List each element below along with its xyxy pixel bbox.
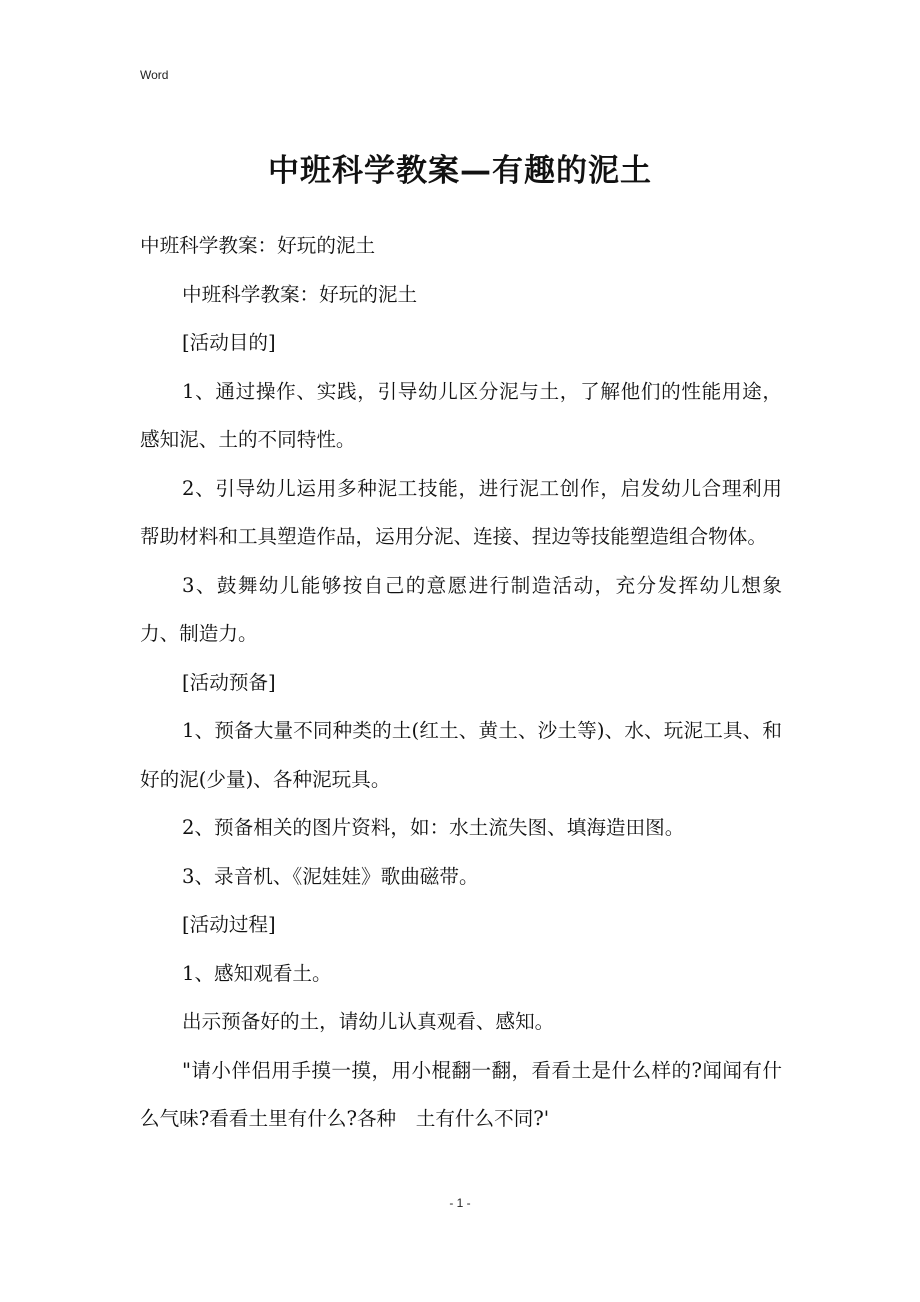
paragraph-preparation-3: 3、录音机、《泥娃娃》歌曲磁带。 — [182, 864, 479, 888]
page-number: - 1 - — [449, 1196, 471, 1210]
paragraph-preparation-1: 1、预备大量不同种类的土(红土、黄土、沙土等)、水、玩泥工具、和好的泥(少量)、各种泥玩具。 — [140, 719, 782, 791]
header-label: Word — [140, 68, 169, 82]
document-body — [140, 222, 782, 1144]
paragraph-process-intro: 出示预备好的土，请幼儿认真观看、感知。 — [182, 1010, 555, 1033]
paragraph-subtitle-repeat: 中班科学教案：好玩的泥土 — [182, 282, 418, 306]
paragraph-subtitle: 中班科学教案：好玩的泥土 — [140, 234, 376, 257]
section-heading-preparation: [活动预备] — [182, 670, 276, 694]
paragraph-objective-3: 3、鼓舞幼儿能够按自己的意愿进行制造活动，充分发挥幼儿想象力、制造力。 — [140, 573, 782, 645]
section-heading-process: [活动过程] — [182, 913, 276, 936]
paragraph-objective-1: 1、通过操作、实践，引导幼儿区分泥与土，了解他们的性能用途，感知泥、土的不同特性。 — [140, 379, 782, 451]
paragraph-preparation-2: 2、预备相关的图片资料，如：水土流失图、填海造田图。 — [182, 816, 685, 839]
section-heading-objectives: [活动目的] — [182, 331, 276, 354]
paragraph-process-1: 1、感知观看土。 — [182, 961, 332, 985]
paragraph-objective-2: 2、引导幼儿运用多种泥工技能，进行泥工创作，启发幼儿合理利用帮助材料和工具塑造作品，运用分泥、连接、捏边等技能塑造组合物体。 — [140, 476, 782, 548]
paragraph-process-quote: "请小伴侣用手摸一摸，用小棍翻一翻，看看土是什么样的?闻闻有什么气味?看看土里有什么?各种 土有什么不同?' — [140, 1058, 782, 1130]
document-title: 中班科学教案—有趣的泥土 — [268, 153, 652, 189]
